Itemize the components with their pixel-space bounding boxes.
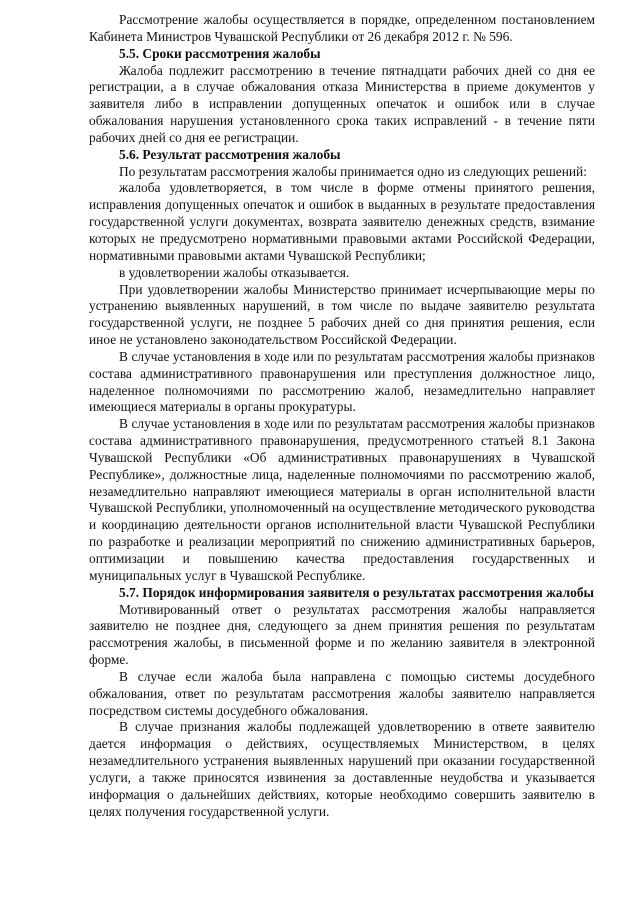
section-heading-5-6: 5.6. Результат рассмотрения жалобы: [119, 146, 341, 162]
paragraph-remedy-measures: При удовлетворении жалобы Министерство принимает исчерпывающие меры по устранению выявленных нарушений, в том числе по выдаче заявителю результата государственной услуги, не позднее 5 рабочих дней со дня принятия решения, если иное не установлено законодательством Российской Федерации.: [89, 281, 595, 348]
paragraph-prosecution-referral: В случае установления в ходе или по результатам рассмотрения жалобы признаков состава административного правонарушения или преступления должностное лицо, наделенное полномочиями по рассмотрению жалоб, незамедлительно направляет имеющиеся материалы в органы прокуратуры.: [89, 348, 595, 415]
paragraph-review-deadline: Жалоба подлежит рассмотрению в течение пятнадцати рабочих дней со дня ее регистрации, а в случае обжалования отказа Министерства в приеме документов у заявителя либо в исправлении допущенных опечаток и ошибок или в случае обжалования нарушения установленного срока таких исправлений - в течение пяти рабочих дней со дня ее регистрации.: [89, 62, 595, 145]
paragraph-decision-intro: По результатам рассмотрения жалобы принимается одно из следующих решений:: [119, 163, 587, 179]
section-heading-5-7: 5.7. Порядок информирования заявителя о результатах рассмотрения жалобы: [119, 584, 594, 600]
paragraph-procedure: Рассмотрение жалобы осуществляется в порядке, определенном постановлением Кабинета Министров Чувашской Республики от 26 декабря 2012 г. № 596.: [89, 12, 595, 44]
section-heading-5-5: 5.5. Сроки рассмотрения жалобы: [119, 45, 321, 61]
paragraph-decision-satisfied: жалоба удовлетворяется, в том числе в форме отмены принятого решения, исправления допущенных опечаток и ошибок в выданных в результате предоставления государственной услуги документах, возврата заявителю денежных средств, взимание которых не предусмотрено нормативными правовыми актами Российской Федерации, нормативными правовыми актами Чувашской Республики;: [89, 180, 595, 263]
paragraph-decision-refused: в удовлетворении жалобы отказывается.: [119, 264, 350, 280]
paragraph-reasoned-response: Мотивированный ответ о результатах рассмотрения жалобы направляется заявителю не позднее дня, следующего за днем принятия решения по результатам рассмотрения жалобы, в письменной форме и по желанию заявителя в электронной форме.: [89, 601, 595, 668]
paragraph-satisfied-response-info: В случае признания жалобы подлежащей удовлетворению в ответе заявителю дается информация о действиях, осуществляемых Министерством, в целях незамедлительного устранения выявленных нарушений при оказании государственной услуги, а также приносятся извинения за доставленные неудобства и указывается информация о дальнейших действиях, которые необходимо совершить заявителю в целях получения государственной услуги.: [89, 719, 595, 819]
document-body: [89, 12, 595, 821]
paragraph-pretrial-system-response: В случае если жалоба была направлена с помощью системы досудебного обжалования, ответ по результатам рассмотрения жалобы заявителю направляется посредством системы досудебного обжалования.: [89, 668, 595, 718]
paragraph-administrative-referral: В случае установления в ходе или по результатам рассмотрения жалобы признаков состава административного правонарушения, предусмотренного статьей 8.1 Закона Чувашской Республики «Об административных правонарушениях в Чувашской Республике», должностные лица, наделенные полномочиями по рассмотрению жалоб, незамедлительно направляют имеющиеся материалы в орган исполнительной власти Чувашской Республики, уполномоченный на осуществление методического руководства и координацию деятельности органов исполнительной власти Чувашской Республики по разработке и реализации мероприятий по снижению административных барьеров, оптимизации и повышению качества предоставления государственных и муниципальных услуг в Чувашской Республике.: [89, 416, 595, 583]
